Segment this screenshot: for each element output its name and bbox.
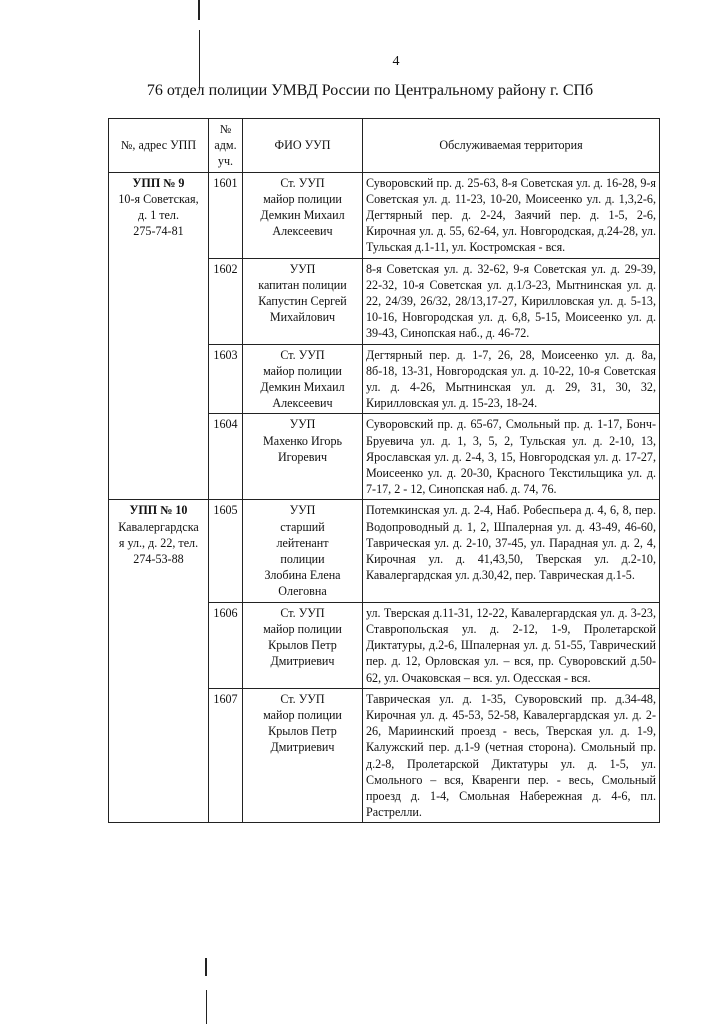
- station-address-line: я ул., д. 22, тел.: [118, 535, 199, 550]
- officer-name: Махенко Игорь: [262, 433, 343, 448]
- officer-rank: майор полиции: [263, 191, 342, 206]
- officer-cell: [243, 172, 363, 258]
- officer-position: УУП: [289, 417, 316, 432]
- station-phone: 274-53-88: [133, 552, 184, 567]
- officer-position: УУП: [289, 503, 316, 518]
- officer-cell: [243, 500, 363, 602]
- officer-patronymic: Алексеевич: [272, 224, 333, 239]
- district-number: 1605: [209, 500, 243, 602]
- page-number: 4: [392, 54, 400, 69]
- officer-position: Ст. УУП: [280, 175, 325, 190]
- district-number: 1604: [209, 414, 243, 500]
- officer-cell: [243, 688, 363, 823]
- officer-name: Злобина Елена: [264, 568, 341, 583]
- officer-patronymic: Алексеевич: [272, 396, 333, 411]
- station-address-cell: [109, 172, 209, 500]
- scan-mark: [198, 0, 200, 20]
- officer-rank: капитан полиции: [258, 277, 347, 292]
- officer-position: УУП: [289, 261, 316, 276]
- territory-cell: Таврическая ул. д. 1-35, Суворовский пр. д.34-48, Кирочная ул. д. 45-53, 52-58, Кавалергардская ул. д. 2-26, Мариинский проезд - весь, Тверская ул. д. 1-9, Калужский пер. д.1-9 (четная сторона). Смольный пр. д.2-8, Пролетарской Диктатуры ул. д. 1-5, ул. Смольного – вся, Кваренги пер. - весь, Смольный проезд д. 1-4, Смольная Набережная д. 4-6, пл. Растрелли.: [363, 688, 660, 823]
- officer-patronymic: Дмитриевич: [270, 740, 335, 755]
- officer-roster-table: [108, 118, 660, 823]
- officer-cell: [243, 258, 363, 344]
- territory-cell: Дегтярный пер. д. 1-7, 26, 28, Моисеенко ул. д. 8а, 8б-18, 13-31, Новгородская ул. д. 10-22, 10-я Советская ул. д. 4-26, Мытнинская ул. д. 29, 31, 30, 32, Кирилловская ул. д. 15-23, 18-24.: [363, 344, 660, 414]
- station-name: УПП № 9: [132, 175, 185, 190]
- station-address-line: 10-я Советская,: [118, 191, 199, 206]
- station-phone: 275-74-81: [133, 224, 184, 239]
- officer-name: Крылов Петр: [268, 724, 337, 739]
- officer-rank: майор полиции: [263, 707, 342, 722]
- territory-cell: ул. Тверская д.11-31, 12-22, Кавалергардская ул. д. 3-23, Ставропольская ул. д. 2-12, 1-9, Пролетарской Диктатуры, д.2-6, Шпалерная ул. д. 51-55, Таврический пер. д. 12, Орловская ул. – вся, пр. Суворовский д.50-62, ул. Очаковская – вся. ул. Одесская - вся.: [363, 602, 660, 688]
- district-number: 1601: [209, 172, 243, 258]
- officer-name: Демкин Михаил: [260, 380, 345, 395]
- officer-patronymic: Дмитриевич: [270, 654, 335, 669]
- officer-rank: полиции: [280, 552, 325, 567]
- district-number: 1607: [209, 688, 243, 823]
- district-number: 1602: [209, 258, 243, 344]
- officer-patronymic: Игоревич: [277, 449, 328, 464]
- scan-mark: [199, 30, 200, 90]
- officer-position: Ст. УУП: [280, 347, 325, 362]
- officer-cell: [243, 344, 363, 414]
- territory-cell: 8-я Советская ул. д. 32-62, 9-я Советская ул. д. 29-39, 22-32, 10-я Советская ул. д.1/3-23, Мытнинская ул. д. 22, 24/39, 26/32, 28/13,17-27, Кирилловская ул. д. 5-13, 10-16, Новгородская ул. д. 6,8, 5-15, Моисеенко ул. д. 39-43, Синопская наб., д. 46-72.: [363, 258, 660, 344]
- officer-cell: [243, 414, 363, 500]
- territory-cell: Суворовский пр. д. 25-63, 8-я Советская ул. д. 16-28, 9-я Советская ул. д. 11-23, 10-20, Моисеенко ул. д. 1,3,2-6, Дегтярный пер. д. 2-24, Заячий пер. д. 1-5, 2-6, Кирочная ул. д. 55, 62-64, ул. Новгородская, д.24-28, ул. Тульская д.1-11, ул. Костромская - вся.: [363, 172, 660, 258]
- territory-cell: Суворовский пр. д. 65-67, Смольный пр. д. 1-17, Бонч-Бруевича ул. д. 1, 3, 5, 2, Тульская ул. д. 2-10, 13, Ярославская ул. д. 2-4, 3, 15, Новгородская ул. д. 17-27, Моисеенко ул. д. 20-30, Красного Текстильщика ул. д. 7-17, 2 - 12, Синопская наб. д. 74, 76.: [363, 414, 660, 500]
- scan-mark: [205, 958, 207, 976]
- officer-position: Ст. УУП: [280, 605, 325, 620]
- officer-cell: [243, 602, 363, 688]
- table-header-row: [109, 119, 660, 173]
- officer-patronymic: Михайлович: [269, 310, 336, 325]
- officer-position: Ст. УУП: [280, 691, 325, 706]
- document-title: 76 отдел полиции УМВД России по Центральному району г. СПб: [146, 82, 594, 99]
- column-header-district-number: № адм. уч.: [209, 119, 243, 173]
- officer-name: Демкин Михаил: [260, 208, 345, 223]
- officer-rank: лейтенант: [276, 535, 329, 550]
- column-header-address: №, адрес УПП: [109, 119, 209, 173]
- table-row: [109, 500, 660, 602]
- officer-rank: старший: [280, 519, 325, 534]
- officer-rank: майор полиции: [263, 363, 342, 378]
- officer-name: Капустин Сергей: [258, 294, 347, 309]
- table-row: [109, 172, 660, 258]
- column-header-territory: Обслуживаемая территория: [363, 119, 660, 173]
- column-header-officer-name: ФИО УУП: [243, 119, 363, 173]
- station-address-cell: [109, 500, 209, 823]
- station-address-line: д. 1 тел.: [138, 208, 179, 223]
- officer-patronymic: Олеговна: [278, 584, 327, 599]
- station-name: УПП № 10: [129, 503, 188, 518]
- district-number: 1606: [209, 602, 243, 688]
- territory-cell: Потемкинская ул. д. 2-4, Наб. Робеспьера д. 4, 6, 8, пер. Водопроводный д. 1, 2, Шпалерная ул. д. 43-49, 46-60, Таврическая ул. д. 2-10, 37-45, ул. Парадная ул. д. 2, 4, Кирочная ул. д. 41,43,50, Тверская ул. д.2-10, Кавалергардская ул. д.30,42, пер. Таврическая д.1-5.: [363, 500, 660, 602]
- district-number: 1603: [209, 344, 243, 414]
- scan-mark: [206, 990, 207, 1024]
- officer-rank: майор полиции: [263, 621, 342, 636]
- officer-name: Крылов Петр: [268, 638, 337, 653]
- station-address-line: Кавалергардска: [118, 519, 199, 534]
